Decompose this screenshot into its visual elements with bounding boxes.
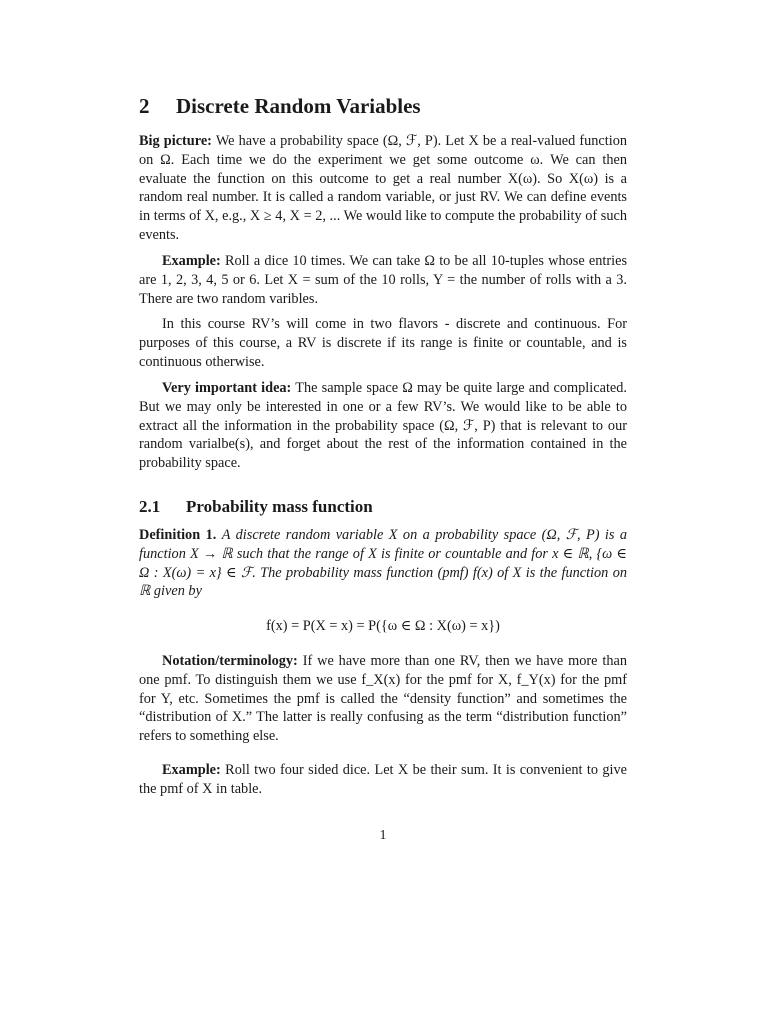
- big-picture-text: We have a probability space (Ω, ℱ, P). Let X be a real-valued function on Ω. Each time we do the experiment we get some outcome ω. We can then evaluate the function on this outcome to get a real number X(ω). So X(ω) is a random real number. It is called a random variable, or just RV. We can define events in terms of X, e.g., X ≥ 4, X = 2, ... We would like to compute the probability of such events.: [139, 133, 627, 243]
- big-picture-lead: Big picture:: [139, 133, 212, 149]
- subsection-title-text: Probability mass function: [186, 497, 373, 516]
- example-1-lead: Example:: [162, 253, 221, 269]
- pmf-equation: f(x) = P(X = x) = P({ω ∈ Ω : X(ω) = x}): [266, 618, 500, 634]
- section-number: 2: [139, 94, 150, 118]
- definition-paragraph: [139, 526, 627, 601]
- subsection-number: 2.1: [139, 497, 161, 516]
- definition-lead: Definition 1.: [139, 527, 217, 543]
- notation-lead: Notation/terminology:: [162, 653, 298, 669]
- important-idea-paragraph: [139, 379, 627, 473]
- section-title-text: Discrete Random Variables: [176, 94, 421, 118]
- important-idea-text: The sample space Ω may be quite large and complicated. But we may only be interested in one or a few RV’s. We would like to be able to extract all the information in the probability space (Ω, ℱ, P) that is relevant to our random varialbe(s), and forget about the rest of the information contained in the probability space.: [139, 380, 627, 472]
- flavors-text: In this course RV’s will come in two flavors - discrete and continuous. For purposes of this course, a RV is discrete if its range is finite or countable, and is continuous otherwise.: [139, 316, 627, 370]
- important-idea-lead: Very important idea:: [162, 380, 292, 396]
- flavors-paragraph: [139, 315, 627, 371]
- example-2-text: Roll two four sided dice. Let X be their sum. It is convenient to give the pmf of X in table.: [139, 762, 627, 797]
- definition-text: A discrete random variable X on a probability space (Ω, ℱ, P) is a function X → ℝ such that the range of X is finite or countable and for x ∈ ℝ, {ω ∈ Ω : X(ω) = x} ∈ ℱ. The probability mass function (pmf) f(x) of X is the function on ℝ given by: [139, 527, 627, 600]
- notation-paragraph: [139, 652, 627, 746]
- section-heading: [139, 94, 421, 119]
- big-picture-paragraph: [139, 132, 627, 245]
- example-1-paragraph: [139, 252, 627, 308]
- example-1-text: Roll a dice 10 times. We can take Ω to be all 10-tuples whose entries are 1, 2, 3, 4, 5 or 6. Let X = sum of the 10 rolls, Y = the number of rolls with a 3. There are two random varibles.: [139, 253, 628, 307]
- example-2-lead: Example:: [162, 762, 221, 778]
- example-2-paragraph: [139, 761, 627, 799]
- notation-text: If we have more than one RV, then we have more than one pmf. To distinguish them we use f_X(x) for the pmf for X, f_Y(x) for the pmf for Y, etc. Sometimes the pmf is called the “density function” and sometimes the “distribution of X.” The latter is really confusing as the term “distribution function” refers to something else.: [139, 653, 627, 745]
- subsection-heading: [139, 497, 373, 517]
- page-number: 1: [379, 828, 387, 843]
